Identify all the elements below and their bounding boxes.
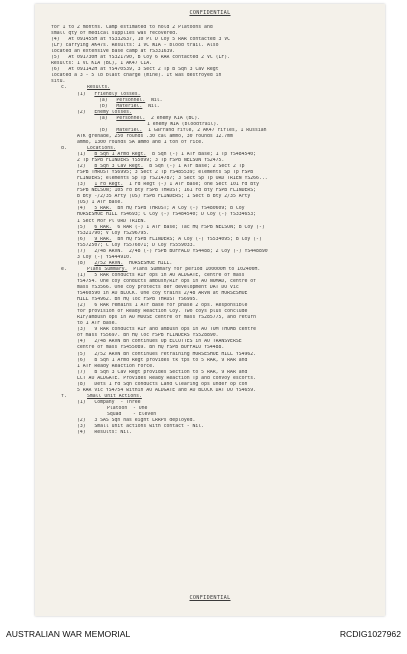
text-line: (5) 6 RAR. 6 RAR (-) 1 ATF Base; Tac HQ FSPB NELSON; B Coy (-) [77,224,265,230]
underlined-heading: 6 RAR. [94,224,112,230]
text-line: (2) Enemy losses. [77,109,132,115]
text-line: 5 RAR vic YS4754 within AO ALDGATE and AO BLOCK DAT DO YS4659. [77,387,257,393]
text-line: (1) 5 RAR conducts RIF ops in AO ALDGATE, centre of mass [77,272,245,278]
text-line: FSPB NELSON; 105 Fd Bty FSPB THRUST; 161 Fd Bty FSPB FLINDERS; [77,188,257,194]
underlined-heading: 1 Fd Regt. [94,182,124,188]
underlined-heading: 2/52 ARVN. [94,260,124,266]
underlined-heading: Plans Summary. [87,266,128,272]
text-line: (4) Results: Nil. [77,430,132,436]
text-line: c. Results. [61,85,111,91]
underlined-heading: Materiel. [116,127,143,133]
underlined-heading: Enemy losses. [94,109,132,115]
text-line: HILL YS4962. Bn HQ loc FSPB THRUST YS6995. [77,297,199,303]
text-line: HORSESHOE HILL YS4693; C Coy (-) YS484540; D Coy (-) YS334653; [77,212,257,218]
text-line: (8) Dets 1 Fd Sqn conducts Land Clearing ops under op con [77,381,248,387]
text-line: (b) Materiel. 1 Garrand rifle, 2 AK47 rifles, 1 Russian [99,127,267,133]
classification-footer: CONFIDENTIAL [189,595,231,601]
text-line: (2) 3 SAS Sqn has eight LRRPs deployed. [77,418,196,424]
underlined-heading: 5 RAR. [94,206,112,212]
text-line: 3 Coy (-) YS444910. [77,254,132,260]
text-line: FSPB THRUST YS6995; 3 Sect 2 Tp YS485539; elements Sp Tp FSPB [77,170,254,176]
text-line: 1 Sect Mor Pl ORD TRIEN. [77,218,147,224]
text-line: to 1 ATF Base. [77,321,118,327]
text-line: YS321790; V Coy YS296795. [77,230,150,236]
text-line: RIF/ambush ops in AO MOOSE centre of mass YS285775, and return [77,315,257,321]
text-line: Squad - Eleven [107,412,157,417]
underlined-heading: 9 RAR. [94,236,112,242]
text-line: FLINDERS; elements Sp Tp YS214787; 3 Sect Sp Tp ORD TRIEN YS266... [77,176,268,182]
underlined-heading: Locations. [87,145,116,151]
text-line: (a) Personnel. Nil. [99,97,163,103]
text-line: YS460590 in AO BLOCK. One coy trains 2/48 ARVN at HORSESHOE [77,291,248,297]
text-line: (2) 6 RAR remains 1 ATF Base for phase 2 ops. Responsible [77,303,248,309]
underlined-heading: Materiel. [116,103,143,109]
text-line: ammo, 1300 rounds SA ammo and 1 ton of rice. [77,139,205,145]
archive-footer [0,622,407,654]
text-line: (3) 9 RAR conducts RIF and ambush ops in AO TOM THUMB centre [77,327,257,333]
text-line: (6) At 091142H at YS470539, 3 Sect 2 Tp B Sqn 3 Cav Regt [51,67,219,73]
text-line: (5) 2/52 ARVN Bn continues retraining HORSESHOE HILL YS4962. [77,351,257,357]
record-id: RCDIG1027962 [339,629,401,639]
underlined-heading: Personnel. [116,97,146,103]
text-line: 2 Tp FSPB FLINDERS YS5099; 3 Tp FSPB NELSON YS2475. [77,158,225,164]
archive-name: AUSTRALIAN WAR MEMORIAL [6,629,131,639]
text-line: of mass YS5697. Bn HQ loc FSPB FLINDERS YS528890. [77,333,219,339]
text-line: e. Plans Summary. Plans Summary for period 100000H to 102400H. [61,266,261,272]
text-line: (4) 5 RAR. Bn HQ FSPB THRUST; A Coy (-) YS480609; B Coy [77,206,245,212]
text-line: (b) Materiel. Nil. [99,103,160,109]
text-line: (2) B Sqn 3 Cav Regt. B Sqn (-) 1 ATF Base; 2 Sect 2 Tp [77,164,245,170]
text-line: LCT AO ALDGATE. Provides Ready Reaction Tp and convoy escorts. [77,375,257,381]
text-line: mass YS3566. One coy protects def development DAT DO vic [77,285,239,291]
text-line: (1) Company - Three [77,399,141,405]
text-line: centre of mass YS455089. Bn HQ FSPB BUFFALO YS4488. [77,345,225,351]
document-page [35,4,385,616]
underlined-heading: Results. [87,85,111,91]
text-line: f. Small Unit Actions. [61,393,142,399]
text-line: Platoon - One [107,405,148,411]
text-line: Results: 1 VC KIA (BC), 1 AK47 CIA. [51,61,153,67]
text-line: ATK grenade, 250 rounds .30 cal ammo, 30 rounds 12.7mm [77,133,233,139]
text-line: (3) 1 Fd Regt. 1 Fd Regt (-) 1 ATF Base; one Sect 101 Fd Bty [77,182,259,188]
text-line: for 1 to 2 months. Camp estimated to hold 2 Platoons and [51,25,213,30]
text-line: (6) 9 RAR. Bn HQ FSPB FLINDERS; A Coy (-) YS534095; B Coy (-) [77,236,262,242]
classification-header: CONFIDENTIAL [189,10,231,16]
text-line: (7) 2/48 ARVN. 2/48 (-) FSPB BUFFALO YS4488; 2 Coy (-) YS448890 [77,248,268,254]
text-line: (6) B Sqn 1 Armd Regt provides tk tps to 5 RAR, 9 RAR and [77,357,248,363]
text-line: YS4754. One coy conducts ambush/RIF ops in AO NOMAD, centre of [77,278,257,284]
text-line: 1 ATF Ready Reaction Force. [77,363,155,369]
text-line: (4) At 091455H at YS332637, 10 Pl D Coy 5 RAR contacted 3 VC [51,37,231,43]
text-line: located an extensive base camp at YS331639. [51,49,176,55]
text-line: (7) B Sqn 3 Cav Regt provides Section to 5 RAR, 9 RAR and [77,369,248,375]
underlined-heading: Personnel. [116,115,146,121]
text-line: (5) At 091730H at YS321790, B Coy 6 RAR contacted 2 VC (LF). [51,55,231,61]
text-line: (a) Personnel. 2 enemy KIA (BC). [99,115,201,121]
text-line: (3) Small unit actions with contact - Nil. [77,424,205,430]
text-line: (LF) carrying AK47s. Results: 1 VC WIA - blood trail. Also [51,43,219,49]
underlined-heading: B Sqn 3 Cav Regt. [94,164,144,170]
text-line: (1) Friendly losses. [77,91,141,97]
text-line: (US) 1 ATF Base. [77,200,124,206]
text-line: (4) 2/48 ARVN Bn continues Op ELCOTTES in AO TRANSVERSE [77,339,242,345]
underlined-heading: Friendly losses. [94,91,141,97]
text-line: (8) 2/52 ARVN. HORSESHOE HILL. [77,260,173,266]
text-line: located a 3 - 5 lb blast charge (mine). It was destroyed in [51,73,222,79]
text-line: d. Locations. [61,145,116,151]
text-line: situ. [51,79,66,85]
underlined-heading: B Sqn 1 Armd Regt. [94,151,147,157]
text-line: small qty of medical supplies was recovered. [51,31,179,37]
underlined-heading: Small Unit Actions. [87,393,142,399]
document-body [51,25,363,436]
text-line: for provision of Ready Reaction Coy. Two coys plus conclude [77,309,248,315]
text-line: (1) B Sqn 1 Armd Regt. B Sqn (-) 1 ATF Base; 1 Tp YS484540; [77,151,257,157]
text-line: B Bty -/2/35 Arty (US) FSPB FLINDERS; 1 Sect B Bty 2/35 Arty [77,194,251,200]
text-line: YS572507; C Coy YS576071; D Coy YS559033. [77,242,196,248]
text-line: 1 enemy WIA (bloodtrail). [147,121,220,127]
